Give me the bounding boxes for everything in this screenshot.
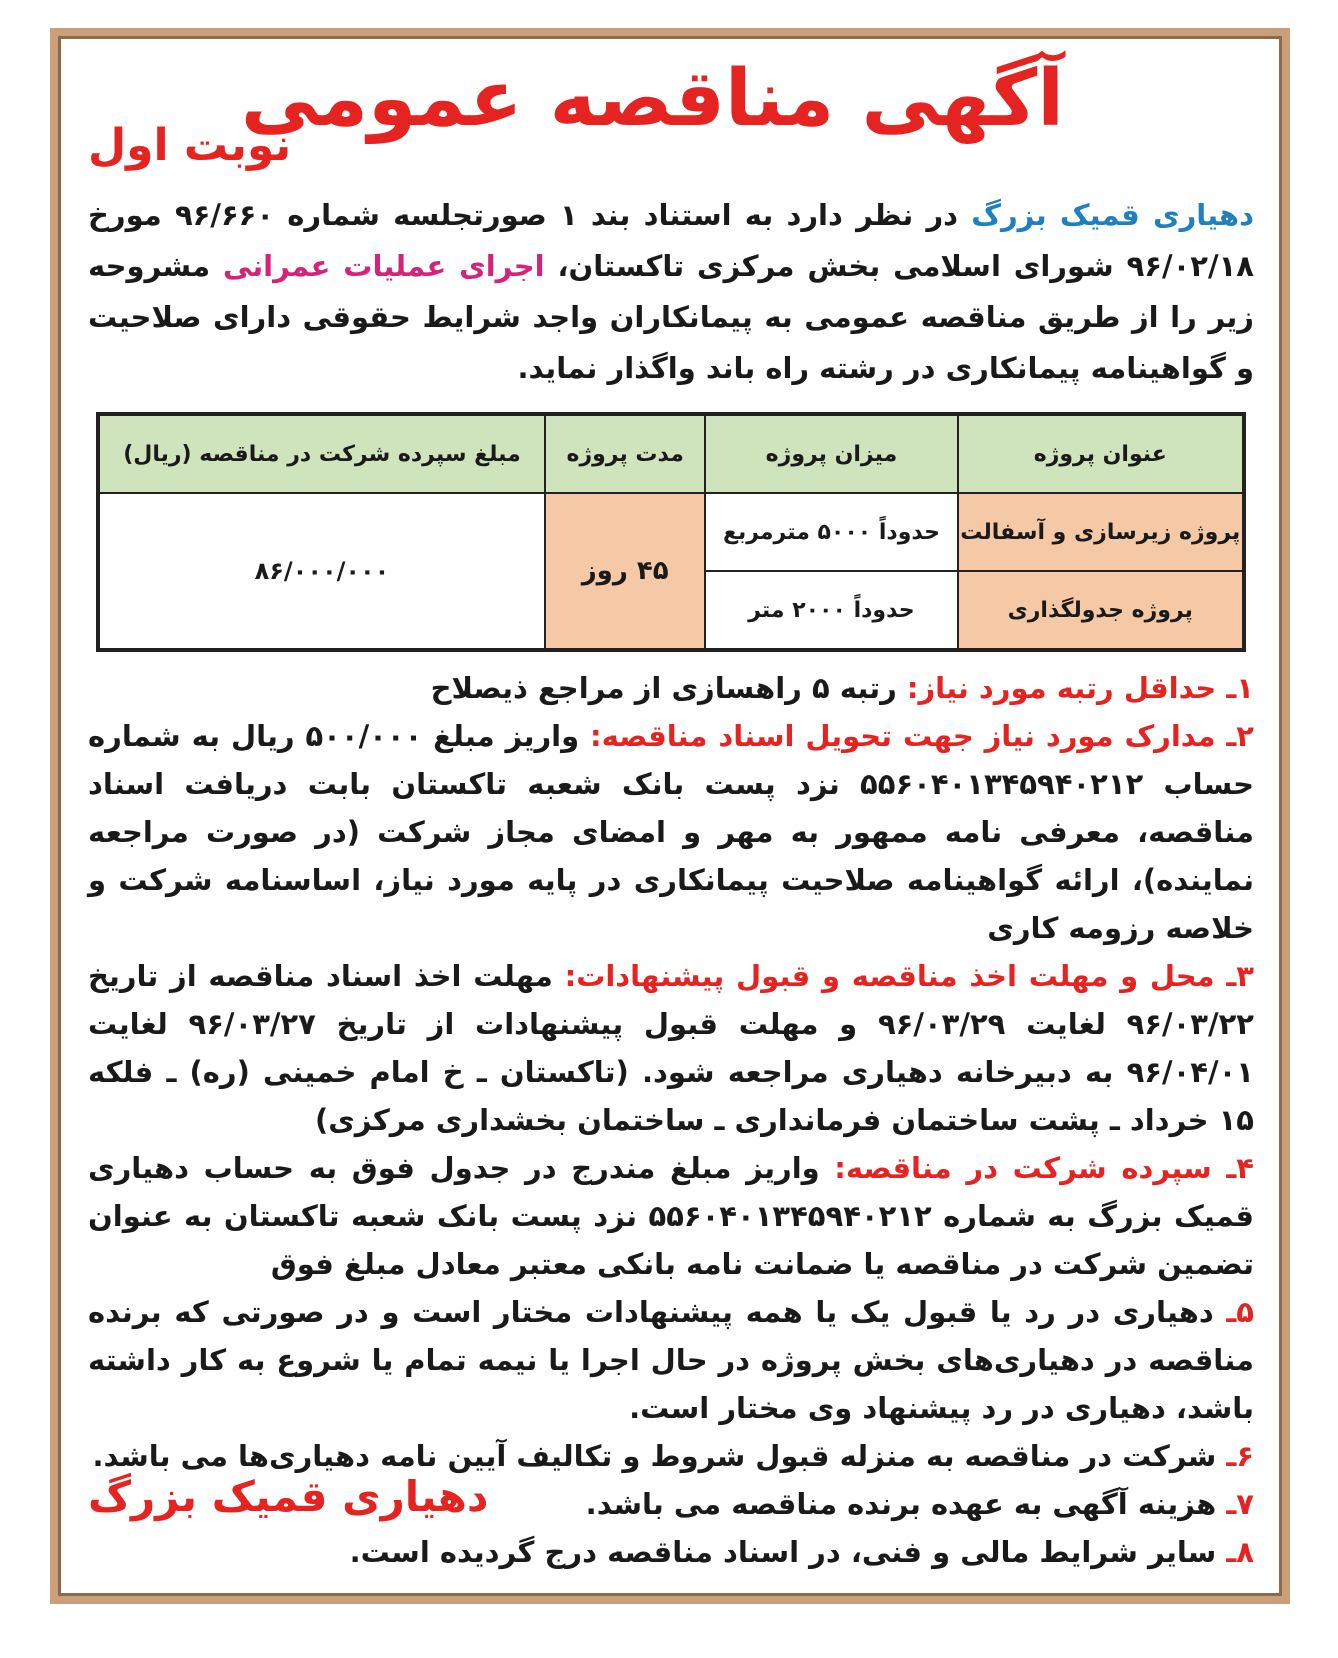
item-key: ۸ـ [1216,1535,1254,1569]
item-key: ۱ـ حداقل رتبه مورد نیاز: [896,671,1254,705]
table-header-duration: مدت پروژه [545,414,705,493]
notice-round: نوبت اول [88,120,292,171]
intro-text-2: مشروحه زیر را از طریق مناقصه عمومی به پیمانکاران واجد شرایط حقوقی دارای صلاحیت و گواهینامه پیمانکاری در رشته راه باند واگذار نماید. [88,249,1254,385]
item-value: شرکت در مناقصه به منزله قبول شروط و تکالیف آیین نامه دهیاری‌ها می باشد. [92,1439,1217,1473]
table-cell-duration: ۴۵ روز [545,493,705,650]
list-item [88,712,1254,952]
item-value: واریز مبلغ ۵۰۰/۰۰۰ ریال به شماره حساب ۵۵۶۰۴۰۱۳۴۵۹۴۰۲۱۲ نزد پست بانک شعبه تاکستان بابت دریافت اسناد مناقصه، معرفی نامه ممهور به مهر و امضای مجاز شرکت (در صورت مراجعه نماینده)، ارائه گواهینامه صلاحیت پیمانکاری در پایه مورد نیاز، اساسنامه شرکت و خلاصه رزومه کاری [88,719,1254,945]
item-key: ۷ـ [1216,1487,1254,1521]
table-cell-title: پروژه زیرسازی و آسفالت [958,493,1245,571]
item-value: هزینه آگهی به عهده برنده مناقصه می باشد. [585,1487,1217,1521]
intro-paragraph [88,190,1254,394]
conditions-list [88,664,1254,1576]
list-item [88,664,1254,712]
projects-table [96,412,1246,652]
intro-highlight: اجرای عملیات عمرانی [222,249,545,283]
item-value: سایر شرایط مالی و فنی، در اسناد مناقصه درج گردیده است. [349,1535,1217,1569]
table-header-row [98,414,1244,493]
item-key: ۲ـ مدارک مورد نیاز جهت تحویل اسناد مناقصه: [579,719,1254,753]
item-key: ۴ـ سپرده شرکت در مناقصه: [819,1151,1254,1185]
item-key: ۳ـ محل و مهلت اخذ مناقصه و قبول پیشنهادات: [552,959,1254,993]
list-item [88,1288,1254,1432]
intro-text-1: در نظر دارد به استناد بند ۱ صورتجلسه شماره ۹۶/۶۶۰ مورخ ۹۶/۰۲/۱۸ شورای اسلامی بخش مرکزی تاکستان، [88,198,1254,283]
item-value: واریز مبلغ مندرج در جدول فوق به حساب دهیاری قمیک بزرگ به شماره ۵۵۶۰۴۰۱۳۴۵۹۴۰۲۱۲ نزد پست بانک شعبه تاکستان به عنوان تضمین شرکت در مناقصه یا ضمانت نامه بانکی معتبر معادل مبلغ فوق [88,1151,1254,1281]
table-header-deposit: مبلغ سپرده شرکت در مناقصه (ریال) [98,414,545,493]
intro-org: دهیاری قمیک بزرگ [971,198,1254,232]
table-header-amount: میزان پروژه [705,414,957,493]
table-cell-deposit: ۸۶/۰۰۰/۰۰۰ [98,493,545,650]
item-value: دهیاری در رد یا قبول یک یا همه پیشنهادات مختار است و در صورتی که برنده مناقصه در دهیاری‌های بخش پروژه در حال اجرا یا نیمه تمام یا شروع به کار داشته باشد، دهیاری در رد پیشنهاد وی مختار است. [88,1295,1254,1425]
table-header-title: عنوان پروژه [958,414,1245,493]
signature: دهیاری قمیک بزرگ [88,1472,489,1521]
table-row [98,493,1244,571]
table-cell-amount: حدوداً ۲۰۰۰ متر [705,571,957,650]
list-item [88,1528,1254,1576]
notice-title: آگهی مناقصه عمومی [240,54,1064,144]
list-item [88,1144,1254,1288]
table-cell-amount: حدوداً ۵۰۰۰ مترمربع [705,493,957,571]
header [88,40,1254,190]
item-value: مهلت اخذ اسناد مناقصه از تاریخ ۹۶/۰۳/۲۲ لغایت ۹۶/۰۳/۲۹ و مهلت قبول پیشنهادات از تاریخ ۹۶/۰۳/۲۷ لغایت ۹۶/۰۴/۰۱ به دبیرخانه دهیاری مراجعه شود. (تاکستان ـ خ امام خمینی (ره) ـ فلکه ۱۵ خرداد ـ پشت ساختمان فرمانداری ـ ساختمان بخشداری مرکزی) [88,959,1254,1137]
item-value: رتبه ۵ راهسازی از مراجع ذیصلاح [430,671,897,705]
notice [88,40,1254,1576]
list-item [88,952,1254,1144]
table-cell-title: پروژه جدولگذاری [958,571,1245,650]
item-key: ۶ـ [1216,1439,1254,1473]
item-key: ۵ـ [1213,1295,1254,1329]
